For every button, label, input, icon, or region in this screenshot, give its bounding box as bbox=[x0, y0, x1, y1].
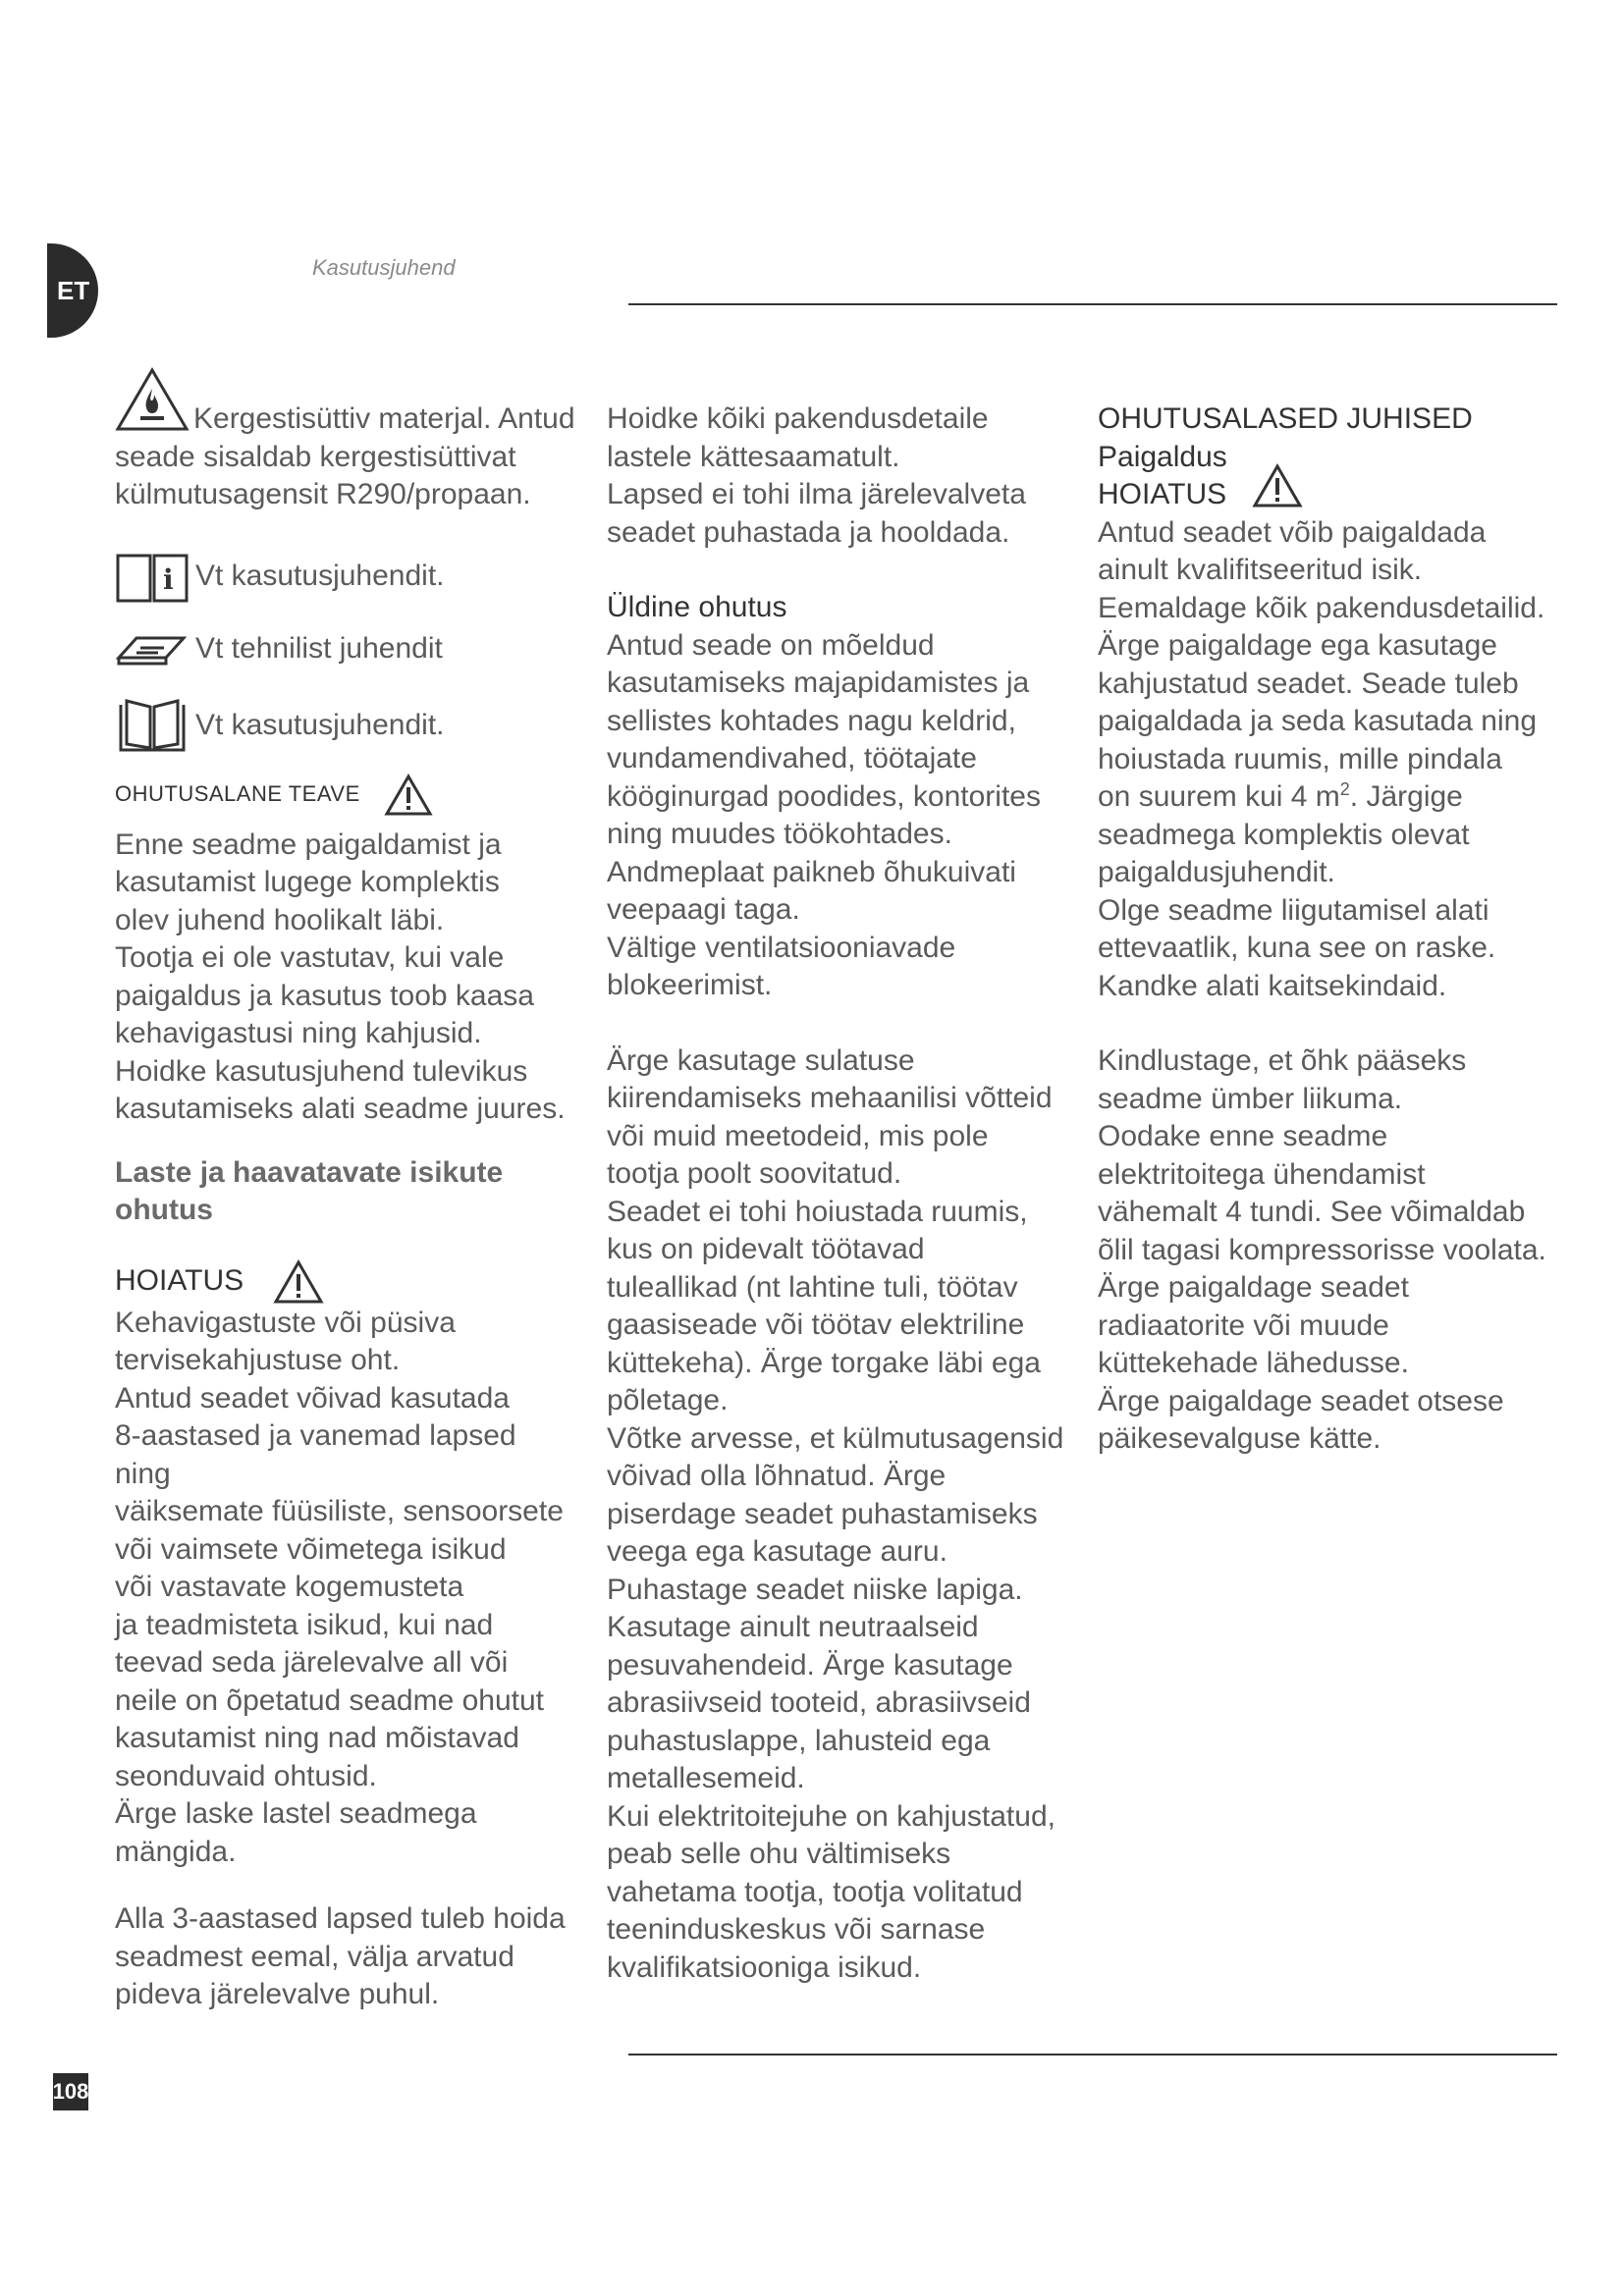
column-1 bbox=[115, 400, 576, 2014]
flammable-notice: Kergestisüttiv materjal. Antud seade sisaldab kergestisüttivat külmutusagensit R290/propaan. bbox=[115, 400, 576, 514]
symbol-row-manual-2: Vt kasutusjuhendit. bbox=[115, 697, 576, 756]
safety-info-heading: OHUTUSALANE TEAVE bbox=[115, 774, 433, 817]
general-safety-text: Antud seade on mõeldud kasutamiseks majapidamistes ja sellistes kohtades nagu keldrid, vundamendivahed, töötajate kööginurgad poodides, kontorites ning muudes töökohtades. Andmeplaat paikneb õhukuivati veepaagi taga. Vältige ventilatsiooniavade blokeerimist. bbox=[607, 628, 1041, 1001]
safety-info-text: Enne seadme paigaldamist ja kasutamist lugege komplektis olev juhend hoolikalt läbi. Tootja ei ole vastutav, kui vale paigaldus ja kasutus toob kaasa kehavigastusi ning kahjusid. Hoidke kasutusjuhend tulevikus kasutamiseks alati seadme juures. bbox=[115, 828, 566, 1125]
children-safety-heading: Laste ja haavatavate isikute ohutus bbox=[115, 1155, 504, 1226]
technical-manual-icon bbox=[115, 628, 189, 671]
language-tab: ET bbox=[47, 243, 98, 338]
general-safety-heading: Üldine ohutus bbox=[607, 591, 787, 623]
warning-triangle-icon bbox=[273, 1259, 324, 1305]
document-title: Kasutusjuhend bbox=[312, 255, 456, 280]
page-number: 108 bbox=[53, 2073, 88, 2110]
warning-heading-2: HOIATUS bbox=[1098, 476, 1303, 514]
manual-book-icon bbox=[115, 697, 189, 756]
packaging-text: Hoidke kõiki pakendusdetaile lastele kättesaamatult. Lapsed ei tohi ilma järelevalveta seadet puhastada ja hooldada. bbox=[607, 402, 1026, 549]
installation-subheading: Paigaldus bbox=[1098, 440, 1227, 473]
column-2 bbox=[607, 400, 1068, 1987]
warning-heading-1: HOIATUS bbox=[115, 1259, 324, 1305]
warning-triangle-icon bbox=[384, 774, 433, 817]
installation-text: Antud seadet võib paigaldada ainult kvalifitseeritud isik. Eemaldage kõik pakendusdetailid. Ärge paigaldage ega kasutage kahjustatud seadet. Seade tuleb paigaldada ja seda kasutada ning hoiustada ruumis, mille pindala on suurem kui 4 $m^2$. Järgige seadmega komplektis olevat paigaldusjuhendit. Olge seadme liigutamisel alati ettevaatlik, kuna see on raske. Kandke alati kaitsekindaid. bbox=[1098, 515, 1545, 1002]
footer-divider bbox=[628, 2054, 1557, 2056]
svg-text:i: i bbox=[163, 562, 174, 596]
column-3 bbox=[1098, 400, 1569, 1459]
symbol-row-technical: Vt tehnilist juhendit bbox=[115, 628, 576, 671]
header-divider bbox=[628, 303, 1557, 305]
safety-instructions-heading: OHUTUSALASED JUHISED bbox=[1098, 402, 1473, 435]
symbol-row-manual: i Vt kasutusjuhendit. bbox=[115, 550, 576, 605]
flammable-warning-icon bbox=[115, 367, 189, 432]
manual-info-icon bbox=[115, 550, 189, 605]
warning-triangle-icon bbox=[1252, 463, 1303, 508]
under-3-text: Alla 3-aastased lapsed tuleb hoida seadmest eemal, välja arvatud pideva järelevalve puhul. bbox=[115, 1902, 566, 2010]
air-and-placement-text: Kindlustage, et õhk pääseks seadme ümber liikuma. Oodake enne seadme elektritoitega ühendamist vähemalt 4 tundi. See võimaldab õlil tagasi kompressorisse voolata. Ärge paigaldage seadet radiaatorite või muude küttekehade lähedusse. Ärge paigaldage seadet otsese päikesevalguse kätte. bbox=[1098, 1044, 1546, 1455]
warning-text: Kehavigastuste või püsiva tervisekahjustuse oht. Antud seadet võivad kasutada 8-aastased ja vanemad lapsed ning väiksemate füüsiliste, sensoorsete või vaimsete võimetega isikud või vastavate kogemusteta ja teadmisteta isikud, kui nad teevad seda järelevalve all või neile on õpetatud seadme ohutut kasutamist ning nad mõistavad seonduvaid ohtusid. Ärge laske lastel seadmega mängida. bbox=[115, 1306, 564, 1868]
defrost-and-cleaning-text: Ärge kasutage sulatuse kiirendamiseks mehaanilisi võtteid või muid meetodeid, mis pole tootja poolt soovitatud. Seadet ei tohi hoiustada ruumis, kus on pidevalt töötavad tuleallikad (nt lahtine tuli, töötav gaasiseade või töötav elektriline küttekeha). Ärge torgake läbi ega põletage. Võtke arvesse, et külmutusagensid võivad olla lõhnatud. Ärge piserdage seadet puhastamiseks veega ega kasutage auru. Puhastage seadet niiske lapiga. Kasutage ainult neutraalseid pesuvahendeid. Ärge kasutage abrasiivseid tooteid, abrasiivseid puhastuslappe, lahusteid ega metallesemeid. Kui elektritoitejuhe on kahjustatud, peab selle ohu vältimiseks vahetama tootja, tootja volitatud teeninduskeskus või sarnase kvalifikatsiooniga isikud. bbox=[607, 1043, 1064, 1984]
